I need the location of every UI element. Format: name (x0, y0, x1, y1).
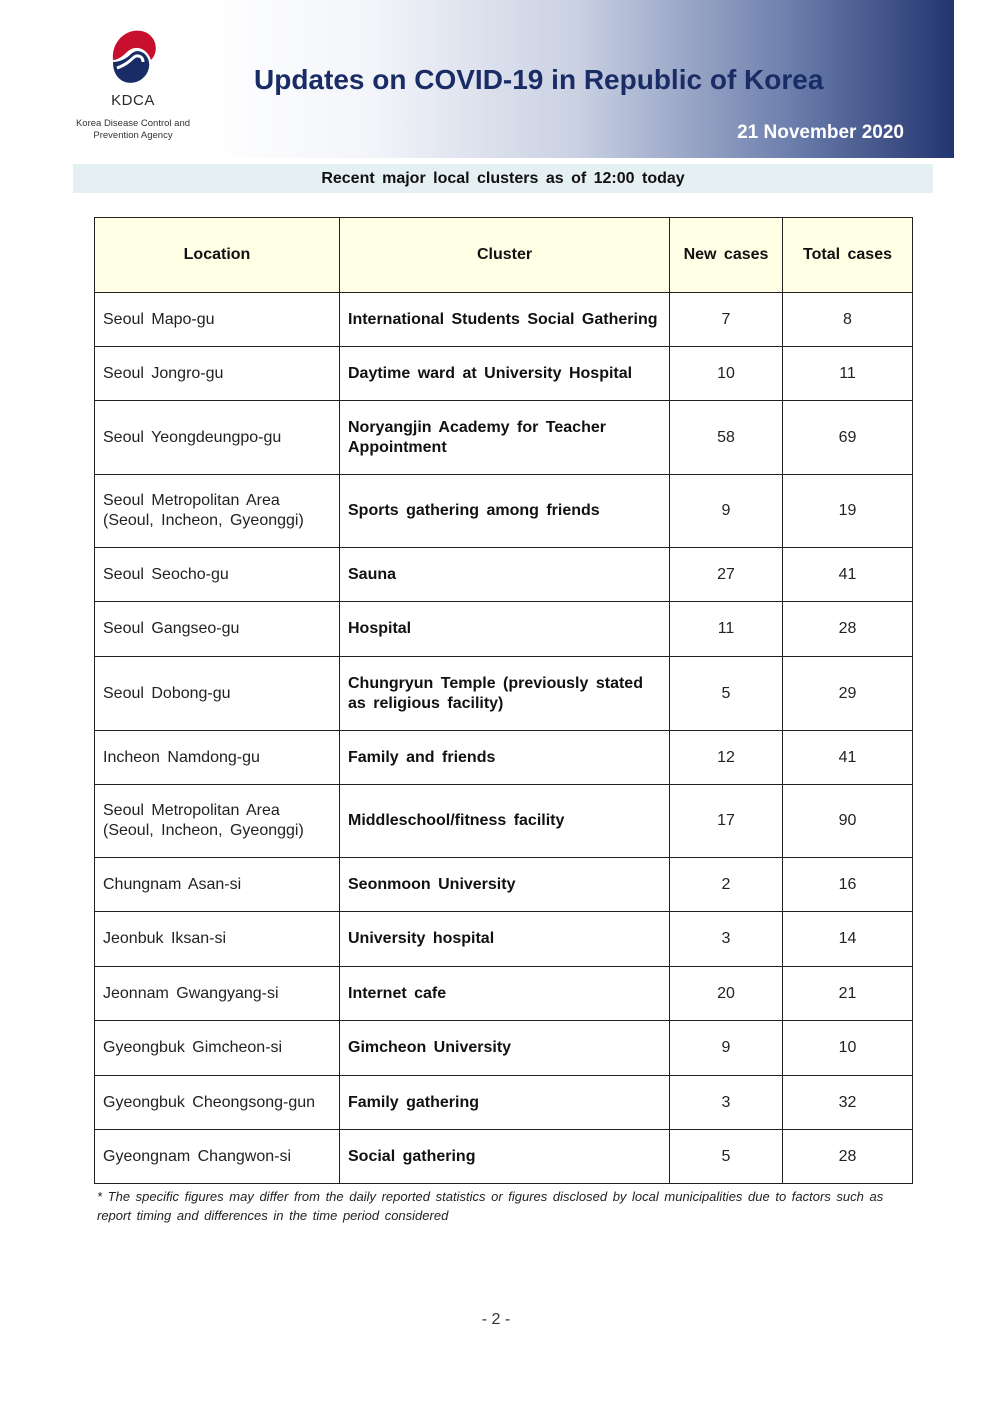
cell-cluster: Middleschool/fitness facility (340, 785, 670, 858)
cell-cluster: Chungryun Temple (previously stated as religious facility) (340, 657, 670, 731)
header-total-cases: Total cases (783, 218, 913, 293)
cell-cluster: Noryangjin Academy for Teacher Appointment (340, 401, 670, 475)
report-date: 21 November 2020 (737, 122, 904, 143)
cell-new-cases: 58 (670, 401, 783, 475)
table-header-row (95, 218, 913, 293)
table-row (95, 548, 913, 602)
table-row (95, 785, 913, 858)
table-row (95, 1021, 913, 1076)
page-title: Updates on COVID-19 in Republic of Korea (254, 64, 824, 95)
cell-location: Seoul Metropolitan Area (Seoul, Incheon, Gyeonggi) (95, 785, 340, 858)
table-row (95, 293, 913, 347)
header-new-cases: New cases (670, 218, 783, 293)
clusters-table (94, 217, 913, 1184)
agency-line-2: Prevention Agency (93, 130, 173, 141)
cell-location: Gyeongbuk Gimcheon-si (95, 1021, 340, 1076)
cell-location: Seoul Seocho-gu (95, 548, 340, 602)
cell-location: Seoul Metropolitan Area (Seoul, Incheon, Gyeonggi) (95, 475, 340, 548)
cell-new-cases: 9 (670, 475, 783, 548)
cell-cluster: Family gathering (340, 1076, 670, 1130)
cell-new-cases: 5 (670, 657, 783, 731)
table-row (95, 967, 913, 1021)
cell-location: Gyeongnam Changwon-si (95, 1130, 340, 1184)
cell-cluster: International Students Social Gathering (340, 293, 670, 347)
table-row (95, 731, 913, 785)
header-cluster: Cluster (340, 218, 670, 293)
cell-location: Seoul Gangseo-gu (95, 602, 340, 657)
cell-location: Jeonnam Gwangyang-si (95, 967, 340, 1021)
cell-new-cases: 20 (670, 967, 783, 1021)
cell-total-cases: 28 (783, 602, 913, 657)
cell-new-cases: 3 (670, 912, 783, 967)
cell-total-cases: 8 (783, 293, 913, 347)
cell-location: Seoul Dobong-gu (95, 657, 340, 731)
cell-total-cases: 28 (783, 1130, 913, 1184)
cell-cluster: Internet cafe (340, 967, 670, 1021)
cell-cluster: Gimcheon University (340, 1021, 670, 1076)
cell-new-cases: 11 (670, 602, 783, 657)
table-row (95, 347, 913, 401)
kdca-logo (62, 14, 204, 148)
cell-total-cases: 32 (783, 1076, 913, 1130)
cell-total-cases: 29 (783, 657, 913, 731)
table-row (95, 1076, 913, 1130)
cell-location: Chungnam Asan-si (95, 858, 340, 912)
cell-location: Seoul Mapo-gu (95, 293, 340, 347)
section-subtitle: Recent major local clusters as of 12:00 today (73, 164, 933, 193)
cell-new-cases: 5 (670, 1130, 783, 1184)
agency-name (62, 118, 204, 142)
cell-new-cases: 3 (670, 1076, 783, 1130)
cell-total-cases: 41 (783, 548, 913, 602)
cell-total-cases: 21 (783, 967, 913, 1021)
cell-new-cases: 17 (670, 785, 783, 858)
page-number: - 2 - (481, 1311, 511, 1328)
cell-new-cases: 9 (670, 1021, 783, 1076)
cell-total-cases: 14 (783, 912, 913, 967)
cell-cluster: Hospital (340, 602, 670, 657)
header-location: Location (95, 218, 340, 293)
taegeuk-logo-icon (107, 22, 161, 88)
cell-total-cases: 16 (783, 858, 913, 912)
table-row (95, 657, 913, 731)
cell-cluster: Sauna (340, 548, 670, 602)
table-row (95, 602, 913, 657)
cell-total-cases: 90 (783, 785, 913, 858)
cell-cluster: Seonmoon University (340, 858, 670, 912)
cell-cluster: Daytime ward at University Hospital (340, 347, 670, 401)
table-row (95, 475, 913, 548)
table-row (95, 1130, 913, 1184)
cell-new-cases: 12 (670, 731, 783, 785)
cell-location: Jeonbuk Iksan-si (95, 912, 340, 967)
cell-total-cases: 69 (783, 401, 913, 475)
footnote: * The specific figures may differ from the daily reported statistics or figures disclosed by local municipalities due to factors such as report timing and differences in the time period considered (97, 1189, 884, 1223)
cell-location: Seoul Yeongdeungpo-gu (95, 401, 340, 475)
cell-location: Incheon Namdong-gu (95, 731, 340, 785)
cell-new-cases: 27 (670, 548, 783, 602)
kdca-logo-text: KDCA (111, 92, 155, 109)
cell-cluster: Social gathering (340, 1130, 670, 1184)
cell-total-cases: 10 (783, 1021, 913, 1076)
cell-total-cases: 11 (783, 347, 913, 401)
cell-total-cases: 41 (783, 731, 913, 785)
cell-new-cases: 7 (670, 293, 783, 347)
cell-location: Seoul Jongro-gu (95, 347, 340, 401)
cell-total-cases: 19 (783, 475, 913, 548)
cell-cluster: University hospital (340, 912, 670, 967)
table-row (95, 401, 913, 475)
cell-new-cases: 2 (670, 858, 783, 912)
agency-line-1: Korea Disease Control and (75, 118, 191, 129)
cell-new-cases: 10 (670, 347, 783, 401)
table-row (95, 912, 913, 967)
cell-cluster: Family and friends (340, 731, 670, 785)
cell-location: Gyeongbuk Cheongsong-gun (95, 1076, 340, 1130)
table-row (95, 858, 913, 912)
cell-cluster: Sports gathering among friends (340, 475, 670, 548)
